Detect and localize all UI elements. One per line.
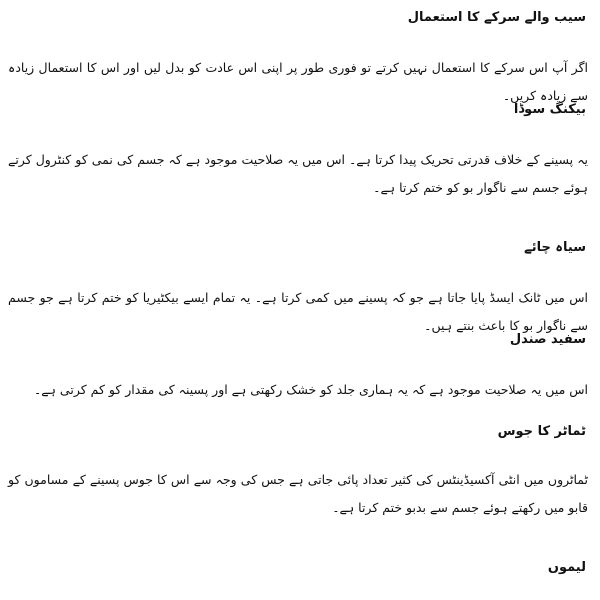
heading-lemon: لیموں: [547, 560, 586, 575]
paragraph-apple-cider-vinegar: اگر آپ اس سرکے کا استعمال نہیں کرتے تو فوری طور پر اپنی اس عادت کو بدل لیں اور اس کا استعمال زیادہ سے زیادہ کریں۔: [8, 60, 588, 103]
paragraph-tomato-juice: ٹماٹروں میں انٹی آکسیڈینٹس کی کثیر تعداد پائی جاتی ہے جس کی وجہ سے اس کا جوس پسینے کے مساموں کو قابو میں رکھتے ہوئے جسم سے بدبو ختم کرتا ہے۔: [8, 472, 588, 515]
heading-black-tea: سیاہ چائے: [524, 240, 586, 255]
heading-tomato-juice: ٹماٹر کا جوس: [497, 424, 586, 439]
heading-apple-cider-vinegar: سیب والے سرکے کا استعمال: [407, 10, 586, 25]
heading-white-sandalwood: سفید صندل: [509, 332, 586, 347]
heading-baking-soda: بیکنگ سوڈا: [513, 102, 586, 117]
paragraph-black-tea: اس میں ٹانک ایسڈ پایا جاتا ہے جو کہ پسینے میں کمی کرتا ہے۔ یہ تمام ایسے بیکٹیریا کو ختم کرتا ہے جو جسم سے ناگوار بو کا باعث بنتے ہیں۔: [8, 290, 588, 333]
paragraph-baking-soda: یہ پسینے کے خلاف قدرتی تحریک پیدا کرتا ہے۔ اس میں یہ صلاحیت موجود ہے کہ جسم کی نمی کو کنٹرول کرتے ہوئے جسم سے ناگوار بو کو ختم کرتا ہے۔: [8, 152, 588, 195]
paragraph-white-sandalwood: اس میں یہ صلاحیت موجود ہے کہ یہ ہماری جلد کو خشک رکھتی ہے اور پسینہ کی مقدار کو کم کرتی ہے۔: [33, 382, 588, 397]
